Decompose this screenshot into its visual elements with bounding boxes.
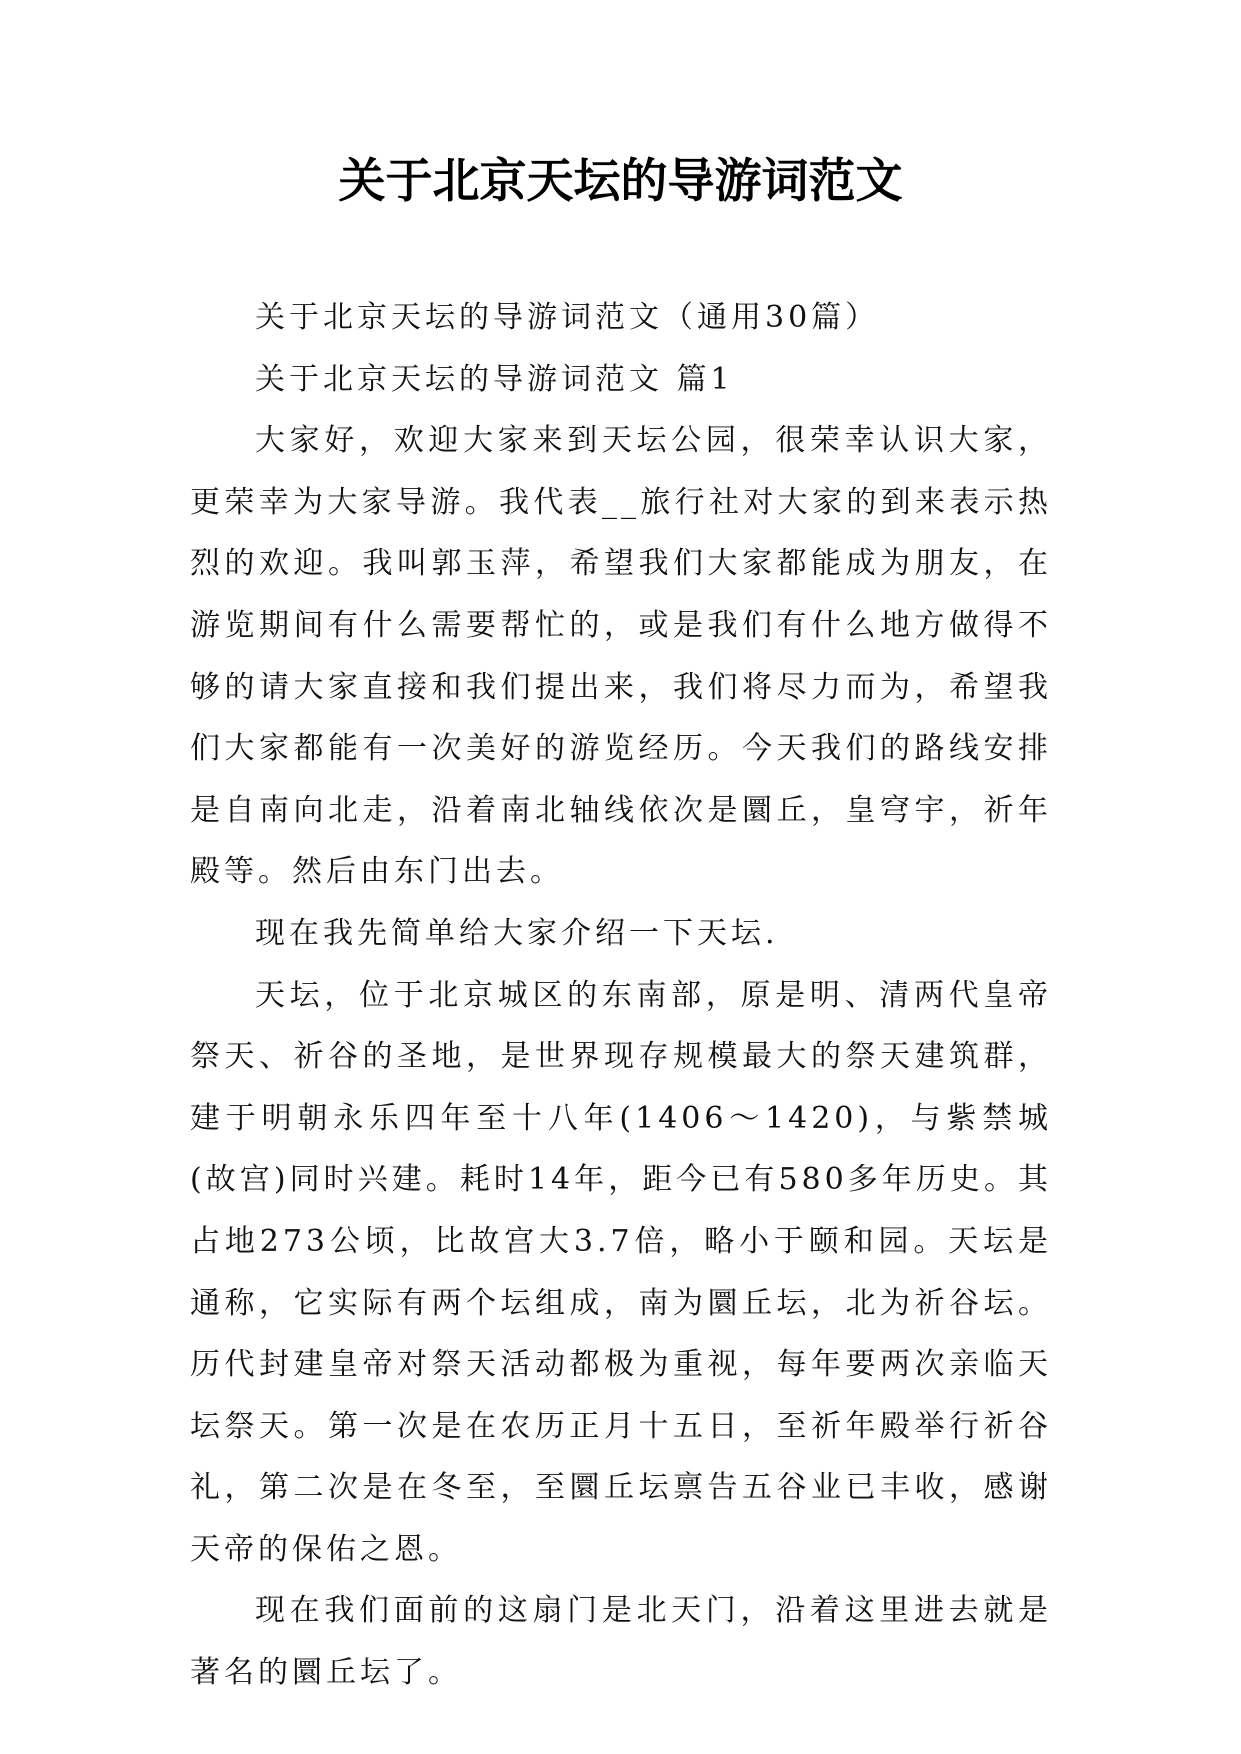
- document-body: [190, 287, 1052, 1704]
- intro-paragraph: 现在我先简单给大家介绍一下天坛.: [255, 915, 779, 951]
- section-heading-paragraph: 关于北京天坛的导游词范文 篇1: [255, 361, 734, 397]
- subtitle-paragraph: 关于北京天坛的导游词范文（通用30篇）: [255, 300, 880, 335]
- document-title: 关于北京天坛的导游词范文: [338, 154, 903, 209]
- north-gate-paragraph: 现在我们面前的这扇门是北天门，沿着这里进去就是著名的圜丘坛了。: [190, 1593, 1052, 1691]
- greeting-paragraph: 大家好，欢迎大家来到天坛公园，很荣幸认识大家，更荣幸为大家导游。我代表__旅行社对大家的到来表示热烈的欢迎。我叫郭玉萍，希望我们大家都能成为朋友，在游览期间有什么需要帮忙的，或是我们有什么地方做得不够的请大家直接和我们提出来，我们将尽力而为，希望我们大家都能有一次美好的游览经历。今天我们的路线安排是自南向北走，沿着南北轴线依次是圜丘，皇穹宇，祈年殿等。然后由东门出去。: [190, 423, 1052, 890]
- history-paragraph: 天坛，位于北京城区的东南部，原是明、清两代皇帝祭天、祈谷的圣地，是世界现存规模最大的祭天建筑群，建于明朝永乐四年至十八年(1406～1420)，与紫禁城(故宫)同时兴建。耗时14年，距今已有580多年历史。其占地273公顷，比故宫大3.7倍，略小于颐和园。天坛是通称，它实际有两个坛组成，南为圜丘坛，北为祈谷坛。历代封建皇帝对祭天活动都极为重视，每年要两次亲临天坛祭天。第一次是在农历正月十五日，至祈年殿举行祈谷礼，第二次是在冬至，至圜丘坛禀告五谷业已丰收，感谢天帝的保佑之恩。: [190, 977, 1052, 1567]
